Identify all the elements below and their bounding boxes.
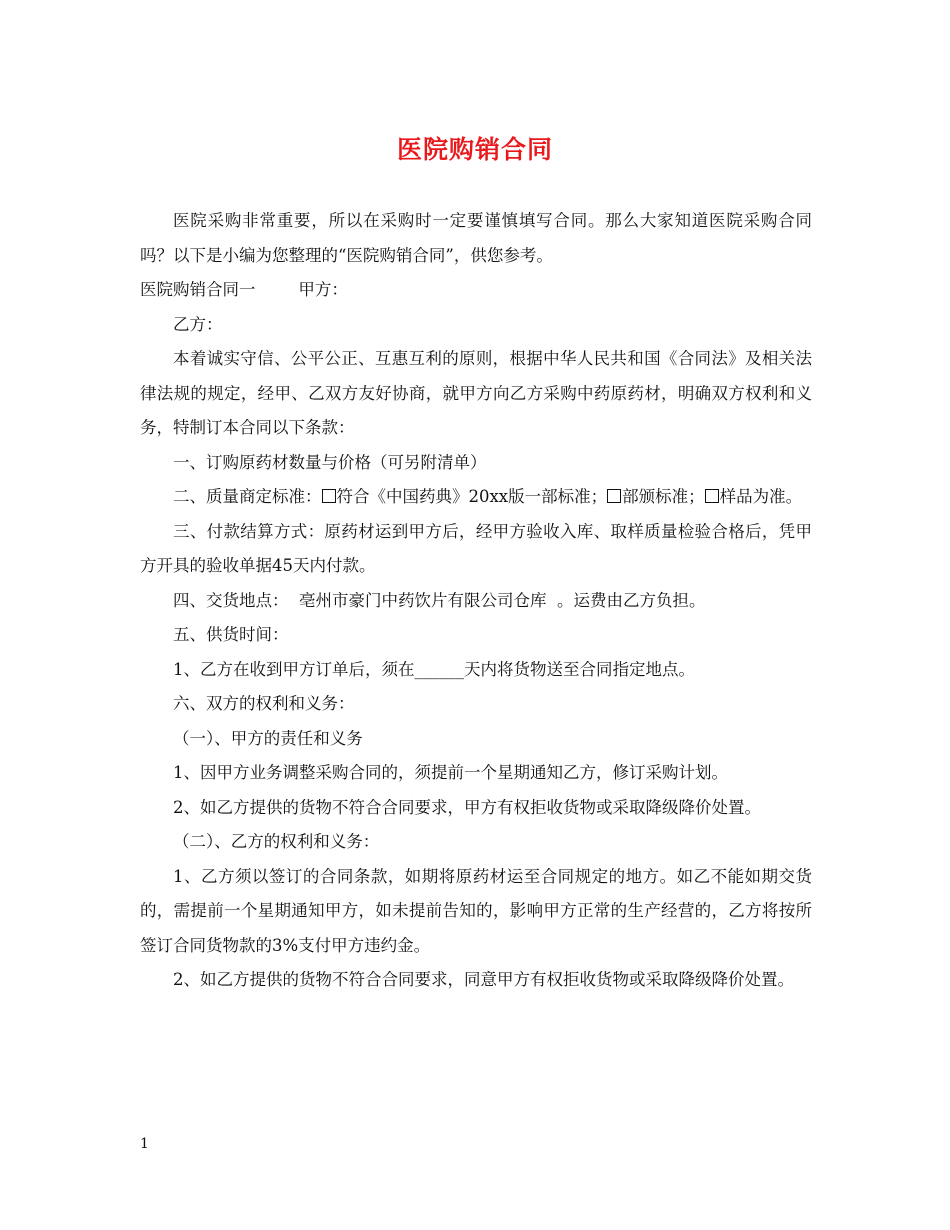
clause-6-sub-2: （二）、乙方的权利和义务： xyxy=(173,832,380,851)
clause-6-sub-1-item-2: 2、如乙方提供的货物不符合合同要求，甲方有权拒收货物或采取降级降价处置。 xyxy=(173,797,761,817)
party-b-label: 乙方： xyxy=(173,314,223,334)
clause-2-option-1: 符合《中国药典》20xx版一部标准； xyxy=(336,487,608,506)
page-number: 1 xyxy=(140,1136,149,1152)
clause-6-sub-2-item-1: 1、乙方须以签订的合同条款，如期将原药材运至合同规定的地方。如乙不能如期交货的，需提前一个星期通知甲方，如未提前告知的，影响甲方正常的生产经营的，乙方将按所签订合同货物款的3%支付甲方违约金。 xyxy=(140,866,812,955)
intro-paragraph: 医院采购非常重要，所以在采购时一定要谨慎填写合同。那么大家知道医院采购合同吗？以下是小编为您整理的“医院购销合同”，供您参考。 xyxy=(140,211,812,265)
checkbox-icon xyxy=(607,489,621,503)
contract-heading: 医院购销合同一 xyxy=(140,280,256,299)
clause-1: 一、订购原药材数量与价格（可另附清单） xyxy=(173,452,487,472)
clause-6-sub-1: （一）、甲方的责任和义务 xyxy=(173,728,363,748)
party-a-label: 甲方： xyxy=(298,280,348,299)
clause-4: 四、交货地点： 亳州市豪门中药饮片有限公司仓库 。运费由乙方负担。 xyxy=(173,590,706,610)
contract-heading-line xyxy=(140,273,812,308)
page-title: 医院购销合同 xyxy=(396,135,553,164)
clause-5-item-1: 1、乙方在收到甲方订单后，须在______天内将货物送至合同指定地点。 xyxy=(173,659,695,679)
document-body xyxy=(140,204,812,998)
clause-2-option-2: 部颁标准； xyxy=(622,487,705,506)
clause-6-sub-2-item-2: 2、如乙方提供的货物不符合合同要求，同意甲方有权拒收货物或采取降级降价处置。 xyxy=(173,970,794,989)
clause-5: 五、供货时间： xyxy=(173,625,289,644)
clause-2 xyxy=(140,480,812,515)
clause-6: 六、双方的权利和义务： xyxy=(173,694,355,713)
clause-6-sub-1-item-1: 1、因甲方业务调整采购合同的，须提前一个星期通知乙方，修订采购计划。 xyxy=(173,763,728,782)
checkbox-icon xyxy=(322,489,336,503)
clause-2-option-3: 样品为准。 xyxy=(719,487,803,506)
clause-2-prefix: 二、质量商定标准： xyxy=(173,487,322,506)
preamble-paragraph: 本着诚实守信、公平公正、互惠互利的原则，根据中华人民共和国《合同法》及相关法律法规的规定，经甲、乙双方友好协商，就甲方向乙方采购中药原药材，明确双方权利和义务，特制订本合同以下条款： xyxy=(140,349,812,437)
clause-3: 三、付款结算方式：原药材运到甲方后，经甲方验收入库、取样质量检验合格后，凭甲方开具的验收单据45天内付款。 xyxy=(140,521,812,575)
checkbox-icon xyxy=(705,489,719,503)
